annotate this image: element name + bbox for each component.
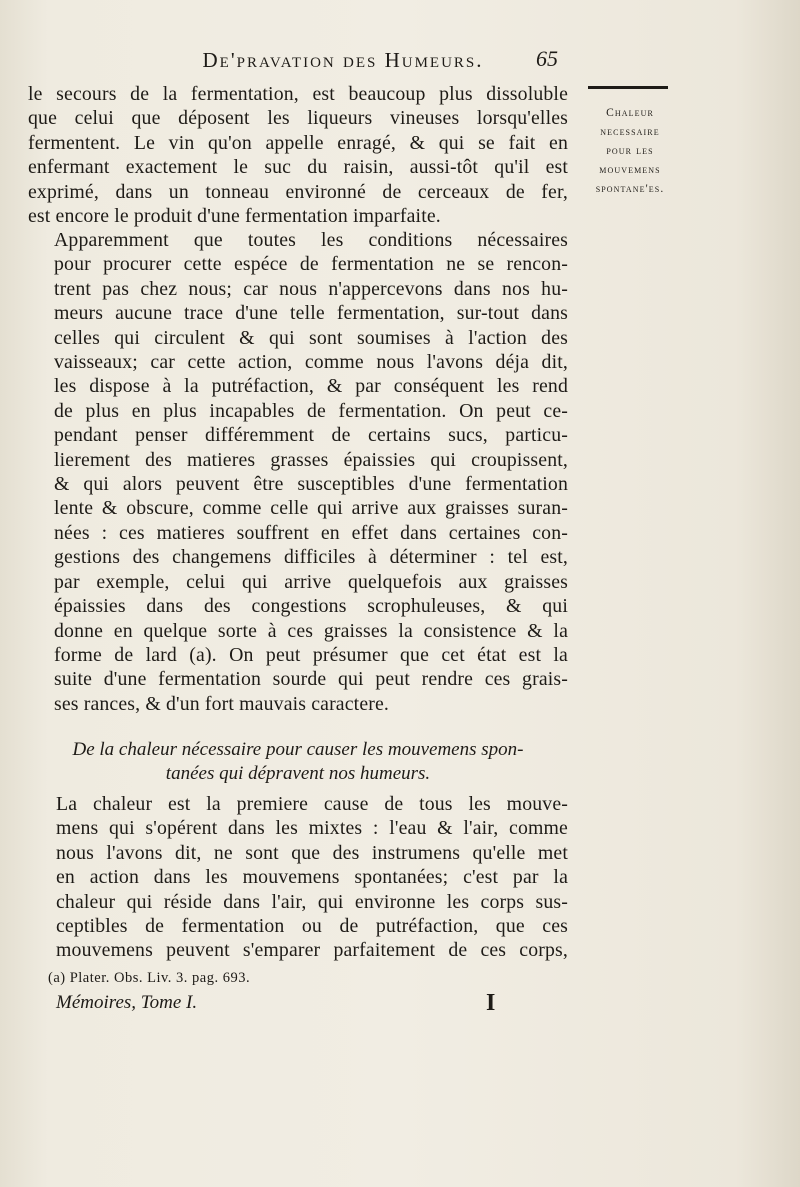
text-line: est encore le produit d'une fermentation imparfaite. [28, 205, 441, 228]
text-line: nous l'avons dit, ne sont que des instrumens qu'elle met [56, 841, 568, 864]
header-rule [588, 86, 668, 89]
margin-note-line: Chaleur [606, 107, 654, 119]
text-line: ceptibles de fermentation ou de putréfaction, que ces [56, 915, 568, 938]
section-heading [28, 738, 568, 786]
text-line: trent pas chez nous; car nous n'appercevons dans nos hu- [54, 277, 568, 300]
text-line: meurs aucune trace d'une telle fermentation, sur-tout dans [54, 302, 568, 325]
text-line: de plus en plus incapables de fermentation. On peut ce- [54, 399, 568, 422]
text-line: & qui alors peuvent être susceptibles d'une fermentation [54, 473, 568, 496]
running-header: De'pravation des Humeurs. [202, 48, 484, 72]
paragraph-1 [28, 82, 568, 228]
margin-note [568, 104, 692, 199]
text-line: mens qui s'opérent dans les mixtes : l'eau & l'air, comme [56, 817, 568, 840]
text-line: le secours de la fermentation, est beaucoup plus dissoluble [28, 83, 568, 105]
text-line: nées : ces matieres souffrent en effet dans certaines con- [54, 521, 568, 544]
footnote: (a) Plater. Obs. Liv. 3. pag. 693. [48, 970, 251, 986]
paragraph-2 [28, 228, 568, 716]
signature-line: Mémoires, Tome I. [56, 992, 198, 1013]
text-line: fermentent. Le vin qu'on appelle enragé, & qui se fait en [28, 131, 568, 154]
text-line: mouvemens peuvent s'emparer parfaitement de ces corps, [56, 939, 568, 962]
text-line: chaleur qui réside dans l'air, qui environne les corps sus- [56, 890, 568, 913]
text-line: Apparemment que toutes les conditions nécessaires [54, 229, 568, 251]
text-line: ses rances, & d'un fort mauvais caractere. [54, 692, 390, 715]
text-line: lierement des matieres grasses épaissies qui croupissent, [54, 448, 568, 471]
text-line: en action dans les mouvemens spontanées; c'est par la [56, 866, 568, 889]
paragraph-3 [28, 792, 568, 963]
page-number: 65 [536, 46, 558, 71]
text-line: vaisseaux; car cette action, comme nous l'avons déja dit, [54, 351, 568, 374]
heading-line: De la chaleur nécessaire pour causer les mouvemens spon- [72, 739, 524, 760]
heading-line: tanées qui dépravent nos humeurs. [165, 763, 431, 784]
text-line: épaissies dans des congestions scrophuleuses, & qui [54, 595, 568, 618]
signature-mark: I [486, 990, 496, 1016]
text-line: que celui que déposent les liqueurs vineuses lorsqu'elles [28, 107, 568, 130]
text-line: les dispose à la putréfaction, & par conséquent les rend [54, 375, 568, 398]
text-line: lente & obscure, comme celle qui arrive aux graisses suran- [54, 497, 568, 520]
text-line: exprimé, dans un tonneau environné de cerceaux de fer, [28, 180, 568, 203]
text-line: enfermant exactement le suc du raisin, aussi-tôt qu'il est [28, 156, 568, 179]
text-line: gestions des changemens difficiles à déterminer : tel est, [54, 546, 568, 569]
margin-note-line: spontane'es. [595, 183, 665, 195]
margin-note-line: necessaire [600, 126, 660, 138]
text-line: forme de lard (a). On peut présumer que cet état est la [54, 643, 568, 666]
text-line: par exemple, celui qui arrive quelquefois aux graisses [54, 570, 568, 593]
text-line: pour procurer cette espéce de fermentation ne se rencon- [54, 253, 568, 276]
text-line: La chaleur est la premiere cause de tous les mouve- [56, 793, 568, 815]
text-line: celles qui circulent & qui sont soumises à l'action des [54, 326, 568, 349]
margin-note-line: mouvemens [599, 164, 661, 176]
text-line: suite d'une fermentation sourde qui peut rendre ces grais- [54, 668, 568, 691]
margin-note-line: pour les [606, 145, 654, 157]
text-line: donne en quelque sorte à ces graisses la consistence & la [54, 619, 568, 642]
text-line: pendant penser différemment de certains sucs, particu- [54, 424, 568, 447]
